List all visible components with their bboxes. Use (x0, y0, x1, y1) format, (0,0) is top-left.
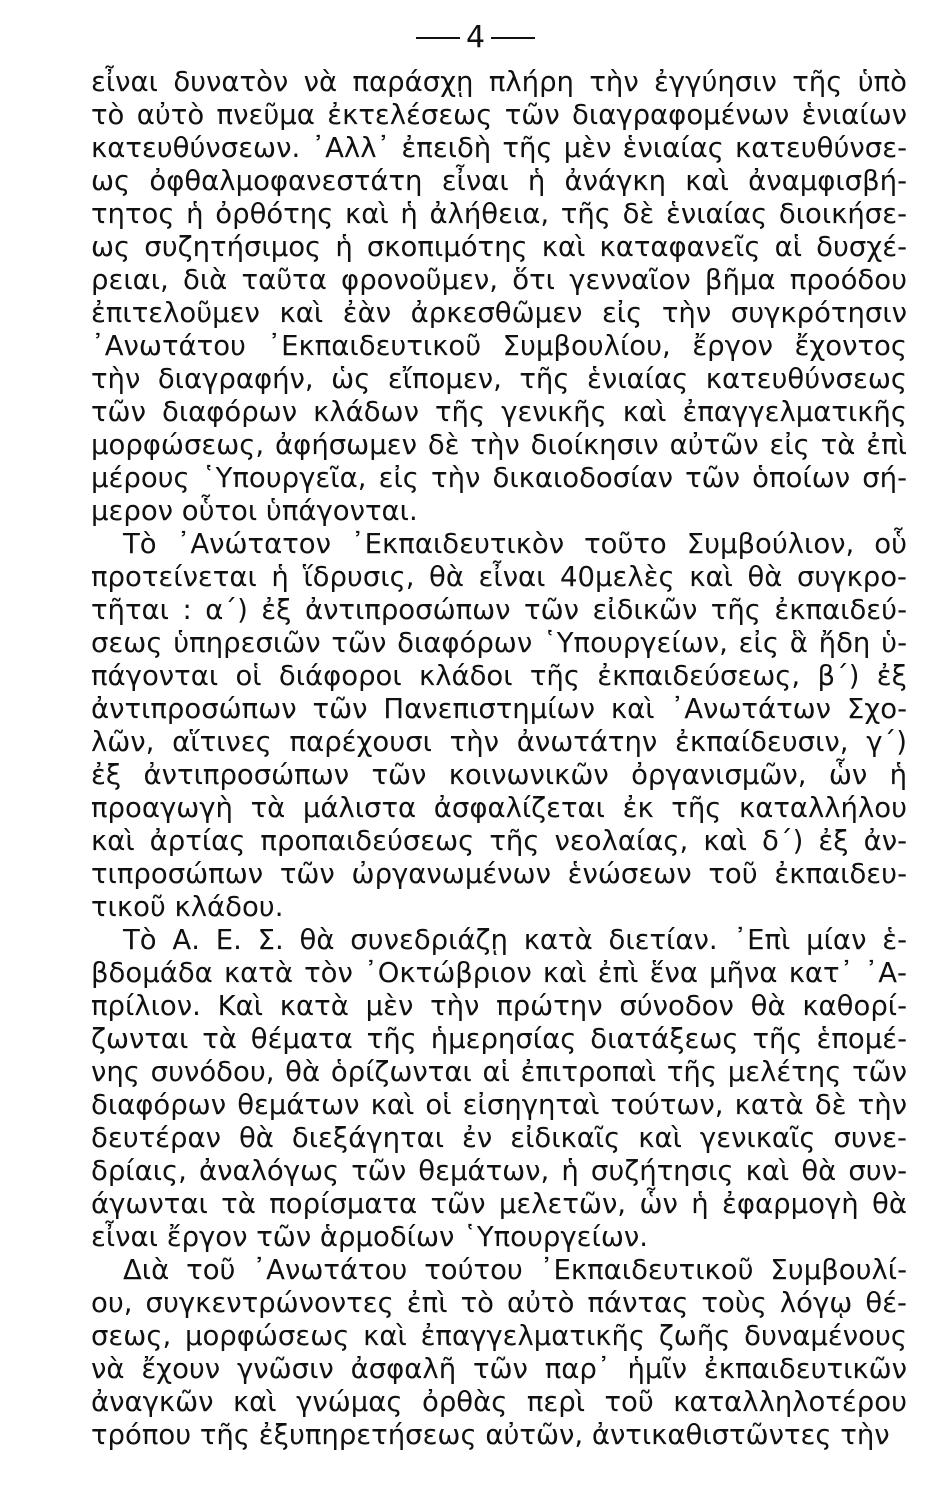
text-line: Διὰ τοῦ ᾿Ανωτάτου τούτου ᾿Εκπαιδευτικοῦ Συμβουλί- (123, 1254, 907, 1286)
text-line: εἶναι ἔργον τῶν ἁρμοδίων ῾Υπουργείων. (91, 1221, 648, 1253)
text-line: άγωνται τὰ πορίσματα τῶν μελετῶν, ὧν ἡ ἐφαρμογὴ θὰ (91, 1188, 907, 1220)
text-line: προαγωγὴ τὰ μάλιστα ἀσφαλίζεται ἐκ τῆς καταλλήλου (91, 792, 907, 824)
text-line: τρόπου τῆς ἐξυπηρετήσεως αὐτῶν, ἀντικαθιστῶντες τὴν (91, 1419, 890, 1451)
text-line: τῶν διαφόρων κλάδων τῆς γενικῆς καὶ ἐπαγγελματικῆς (91, 396, 907, 428)
text-line: νης συνόδου, θὰ ὁρίζωνται αἱ ἐπιτροπαὶ τῆς μελέτης τῶν (91, 1056, 907, 1088)
text-line: ἀναγκῶν καὶ γνώμας ὀρθὰς περὶ τοῦ καταλληλοτέρου (91, 1386, 907, 1418)
text-line: σεως, μορφώσεως καὶ ἐπαγγελματικῆς ζωῆς δυναμένους (91, 1320, 907, 1352)
text-line: εἶναι δυνατὸν νὰ παράσχῃ πλήρη τὴν ἐγγύησιν τῆς ὑπὸ (91, 66, 907, 98)
text-line: τικοῦ κλάδου. (91, 891, 284, 923)
text-line: μερον οὗτοι ὑπάγονται. (91, 495, 418, 527)
header-rule-right (491, 37, 535, 39)
text-line: κατευθύνσεων. ᾿Αλλ᾿ ἐπειδὴ τῆς μὲν ἑνιαίας κατευθύνσε- (91, 132, 907, 164)
text-line: ᾿Ανωτάτου ᾿Εκπαιδευτικοῦ Συμβουλίου, ἔργον ἔχοντος (91, 330, 907, 362)
text-line: πάγονται οἱ διάφοροι κλάδοι τῆς ἐκπαιδεύσεως, β΄) ἐξ (91, 660, 907, 692)
paragraph-1 (91, 66, 907, 528)
page-header (0, 18, 951, 58)
text-line: σεως ὑπηρεσιῶν τῶν διαφόρων ῾Υπουργείων, εἰς ἃ ἤδη ὑ- (91, 627, 907, 659)
text-line: Τὸ Α. Ε. Σ. θὰ συνεδριάζῃ κατὰ διετίαν. ᾿Επὶ μίαν ἑ- (123, 924, 907, 956)
text-line: τητος ἡ ὀρθότης καὶ ἡ ἀλήθεια, τῆς δὲ ἑνιαίας διοικήσε- (91, 198, 907, 230)
page-number: 4 (465, 20, 486, 55)
text-line: τὸ αὐτὸ πνεῦμα ἐκτελέσεως τῶν διαγραφομένων ἑνιαίων (91, 99, 907, 131)
header-rule-left (416, 37, 460, 39)
text-line: Τὸ ᾿Ανώτατον ᾿Εκπαιδευτικὸν τοῦτο Συμβούλιον, οὗ (123, 528, 907, 560)
text-line: ἀντιπροσώπων τῶν Πανεπιστημίων καὶ ᾿Ανωτάτων Σχο- (91, 693, 907, 725)
text-line: λῶν, αἵτινες παρέχουσι τὴν ἀνωτάτην ἐκπαίδευσιν, γ΄) (91, 726, 907, 758)
text-line: τῆται : α΄) ἐξ ἀντιπροσώπων τῶν εἰδικῶν τῆς ἐκπαιδεύ- (91, 594, 907, 626)
paragraph-4 (91, 1254, 907, 1452)
text-line: ζωνται τὰ θέματα τῆς ἡμερησίας διατάξεως τῆς ἑπομέ- (91, 1023, 907, 1055)
text-line: ἐξ ἀντιπροσώπων τῶν κοινωνικῶν ὀργανισμῶν, ὧν ἡ (91, 759, 907, 791)
paragraph-2 (91, 528, 907, 924)
text-line: καὶ ἀρτίας προπαιδεύσεως τῆς νεολαίας, καὶ δ΄) ἐξ ἀν- (91, 825, 907, 857)
text-line: τὴν διαγραφήν, ὡς εἴπομεν, τῆς ἑνιαίας κατευθύνσεως (91, 363, 907, 395)
text-line: ου, συγκεντρώνοντες ἐπὶ τὸ αὐτὸ πάντας τοὺς λόγῳ θέ- (91, 1287, 907, 1319)
text-line: μέρους ῾Υπουργεῖα, εἰς τὴν δικαιοδοσίαν τῶν ὁποίων σή- (91, 462, 907, 494)
text-line: προτείνεται ἡ ἵδρυσις, θὰ εἶναι 40μελὲς καὶ θὰ συγκρο- (91, 561, 907, 593)
text-line: ἐπιτελοῦμεν καὶ ἐὰν ἀρκεσθῶμεν εἰς τὴν συγκρότησιν (91, 297, 907, 329)
text-line: ρειαι, διὰ ταῦτα φρονοῦμεν, ὅτι γενναῖον βῆμα προόδου (91, 264, 907, 296)
body-text (91, 66, 907, 1452)
text-line: βδομάδα κατὰ τὸν ᾿Οκτώβριον καὶ ἐπὶ ἕνα μῆνα κατ᾿ ᾿Α- (91, 957, 907, 989)
text-line: ως συζητήσιμος ἡ σκοπιμότης καὶ καταφανεῖς αἱ δυσχέ- (91, 231, 907, 263)
paragraph-3 (91, 924, 907, 1254)
text-line: ως ὀφθαλμοφανεστάτη εἶναι ἡ ἀνάγκη καὶ ἀναμφισβή- (91, 165, 907, 197)
text-line: διαφόρων θεμάτων καὶ οἱ εἰσηγηταὶ τούτων, κατὰ δὲ τὴν (91, 1089, 907, 1121)
text-line: δευτέραν θὰ διεξάγηται ἐν εἰδικαῖς καὶ γενικαῖς συνε- (91, 1122, 907, 1154)
text-line: πρίλιον. Καὶ κατὰ μὲν τὴν πρώτην σύνοδον θὰ καθορί- (91, 990, 907, 1022)
text-line: μορφώσεως, ἀφήσωμεν δὲ τὴν διοίκησιν αὐτῶν εἰς τὰ ἐπὶ (91, 429, 907, 461)
text-line: τιπροσώπων τῶν ὠργανωμένων ἑνώσεων τοῦ ἐκπαιδευ- (91, 858, 907, 890)
text-line: δρίαις, ἀναλόγως τῶν θεμάτων, ἡ συζήτησις καὶ θὰ συν- (91, 1155, 907, 1187)
text-line: νὰ ἔχουν γνῶσιν ἀσφαλῆ τῶν παρ᾿ ἡμῖν ἐκπαιδευτικῶν (91, 1353, 907, 1385)
